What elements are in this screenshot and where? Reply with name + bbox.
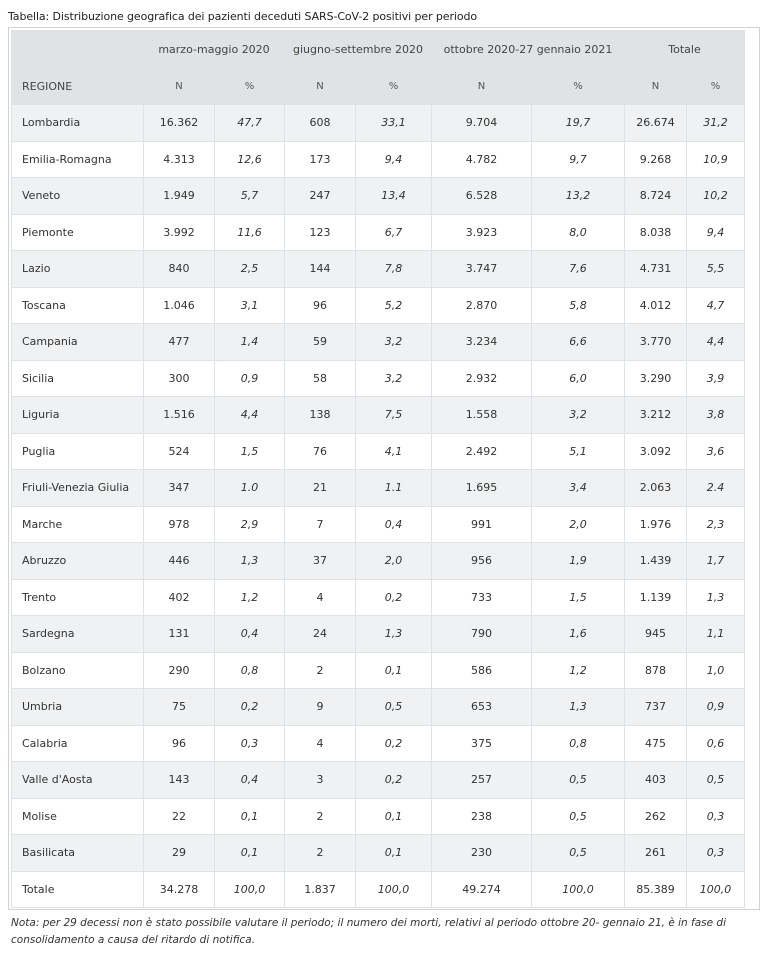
region-name: Liguria — [12, 397, 144, 434]
region-name: Friuli-Venezia Giulia — [12, 470, 144, 507]
n-header: N — [144, 68, 215, 105]
percent-cell: 3,8 — [687, 397, 745, 434]
percent-cell: 6,0 — [532, 360, 625, 397]
period-header-3: ottobre 2020-27 gennaio 2021 — [432, 31, 625, 68]
table-row — [12, 579, 745, 616]
table-row — [12, 835, 745, 872]
percent-cell: 0,1 — [356, 652, 432, 689]
percent-cell: 5,8 — [532, 287, 625, 324]
percent-cell: 1,0 — [687, 652, 745, 689]
count-cell: 1.046 — [144, 287, 215, 324]
count-cell: 34.278 — [144, 871, 215, 908]
region-name: Valle d'Aosta — [12, 762, 144, 799]
percent-cell: 0,2 — [356, 762, 432, 799]
count-cell: 143 — [144, 762, 215, 799]
percent-cell: 0,5 — [356, 689, 432, 726]
pct-header: % — [215, 68, 285, 105]
table-row — [12, 689, 745, 726]
count-cell: 24 — [285, 616, 356, 653]
percent-cell: 4,4 — [215, 397, 285, 434]
count-cell: 16.362 — [144, 105, 215, 142]
count-cell: 3.212 — [625, 397, 687, 434]
count-cell: 9.704 — [432, 105, 532, 142]
n-header: N — [625, 68, 687, 105]
count-cell: 75 — [144, 689, 215, 726]
percent-cell: 0,5 — [532, 798, 625, 835]
count-cell: 956 — [432, 543, 532, 580]
percent-cell: 0,1 — [356, 835, 432, 872]
count-cell: 3 — [285, 762, 356, 799]
percent-cell: 1,2 — [532, 652, 625, 689]
count-cell: 347 — [144, 470, 215, 507]
count-cell: 1.516 — [144, 397, 215, 434]
count-cell: 300 — [144, 360, 215, 397]
count-cell: 1.139 — [625, 579, 687, 616]
count-cell: 2.932 — [432, 360, 532, 397]
count-cell: 790 — [432, 616, 532, 653]
count-cell: 4.313 — [144, 141, 215, 178]
percent-cell: 1,3 — [356, 616, 432, 653]
region-name: Umbria — [12, 689, 144, 726]
percent-cell: 0,1 — [356, 798, 432, 835]
count-cell: 6.528 — [432, 178, 532, 215]
count-cell: 2 — [285, 835, 356, 872]
table-row — [12, 871, 745, 908]
percent-cell: 0,6 — [687, 725, 745, 762]
period-header-total: Totale — [625, 31, 745, 68]
percent-cell: 100,0 — [532, 871, 625, 908]
table-body — [12, 105, 745, 908]
n-header: N — [432, 68, 532, 105]
region-name: Calabria — [12, 725, 144, 762]
table-row — [12, 141, 745, 178]
count-cell: 2 — [285, 798, 356, 835]
percent-cell: 5,2 — [356, 287, 432, 324]
count-cell: 3.234 — [432, 324, 532, 361]
percent-cell: 100,0 — [215, 871, 285, 908]
percent-cell: 2,3 — [687, 506, 745, 543]
percent-cell: 1,4 — [215, 324, 285, 361]
count-cell: 261 — [625, 835, 687, 872]
percent-cell: 1,2 — [215, 579, 285, 616]
percent-cell: 2.4 — [687, 470, 745, 507]
percent-cell: 0,3 — [687, 798, 745, 835]
count-cell: 173 — [285, 141, 356, 178]
count-cell: 26.674 — [625, 105, 687, 142]
percent-cell: 0,4 — [356, 506, 432, 543]
percent-cell: 7,6 — [532, 251, 625, 288]
region-name: Bolzano — [12, 652, 144, 689]
percent-cell: 0,4 — [215, 616, 285, 653]
percent-cell: 2,9 — [215, 506, 285, 543]
count-cell: 8.724 — [625, 178, 687, 215]
percent-cell: 19,7 — [532, 105, 625, 142]
percent-cell: 8,0 — [532, 214, 625, 251]
percent-cell: 100,0 — [687, 871, 745, 908]
period-header-1: marzo-maggio 2020 — [144, 31, 285, 68]
count-cell: 9 — [285, 689, 356, 726]
percent-cell: 1,3 — [532, 689, 625, 726]
deaths-by-region-table — [11, 30, 745, 908]
count-cell: 257 — [432, 762, 532, 799]
percent-cell: 3,4 — [532, 470, 625, 507]
table-row — [12, 652, 745, 689]
n-header: N — [285, 68, 356, 105]
percent-cell: 7,5 — [356, 397, 432, 434]
count-cell: 4.012 — [625, 287, 687, 324]
count-cell: 586 — [432, 652, 532, 689]
table-row — [12, 433, 745, 470]
count-cell: 131 — [144, 616, 215, 653]
region-column-header: REGIONE — [12, 68, 144, 105]
count-cell: 96 — [285, 287, 356, 324]
count-cell: 375 — [432, 725, 532, 762]
count-cell: 2.870 — [432, 287, 532, 324]
percent-cell: 0,5 — [687, 762, 745, 799]
percent-cell: 7,8 — [356, 251, 432, 288]
corner-cell — [12, 31, 144, 68]
count-cell: 2.492 — [432, 433, 532, 470]
percent-cell: 0,8 — [215, 652, 285, 689]
count-cell: 840 — [144, 251, 215, 288]
count-cell: 4.782 — [432, 141, 532, 178]
table-caption: Tabella: Distribuzione geografica dei pazienti deceduti SARS-CoV-2 positivi per periodo — [8, 10, 477, 23]
count-cell: 7 — [285, 506, 356, 543]
count-cell: 144 — [285, 251, 356, 288]
count-cell: 29 — [144, 835, 215, 872]
percent-cell: 1,5 — [215, 433, 285, 470]
table-row — [12, 798, 745, 835]
count-cell: 37 — [285, 543, 356, 580]
percent-cell: 0,8 — [532, 725, 625, 762]
percent-cell: 1.1 — [356, 470, 432, 507]
region-name: Campania — [12, 324, 144, 361]
count-cell: 8.038 — [625, 214, 687, 251]
percent-cell: 1,6 — [532, 616, 625, 653]
count-cell: 59 — [285, 324, 356, 361]
region-name: Puglia — [12, 433, 144, 470]
percent-cell: 2,5 — [215, 251, 285, 288]
count-cell: 138 — [285, 397, 356, 434]
count-cell: 3.992 — [144, 214, 215, 251]
count-cell: 524 — [144, 433, 215, 470]
count-cell: 1.695 — [432, 470, 532, 507]
region-name: Emilia-Romagna — [12, 141, 144, 178]
percent-cell: 1.0 — [215, 470, 285, 507]
count-cell: 3.770 — [625, 324, 687, 361]
percent-cell: 0,5 — [532, 762, 625, 799]
percent-cell: 10,9 — [687, 141, 745, 178]
percent-cell: 9,4 — [687, 214, 745, 251]
table-row — [12, 397, 745, 434]
count-cell: 991 — [432, 506, 532, 543]
percent-cell: 100,0 — [356, 871, 432, 908]
count-cell: 247 — [285, 178, 356, 215]
region-name: Lazio — [12, 251, 144, 288]
table-row — [12, 725, 745, 762]
count-cell: 653 — [432, 689, 532, 726]
percent-cell: 31,2 — [687, 105, 745, 142]
percent-cell: 9,4 — [356, 141, 432, 178]
count-cell: 475 — [625, 725, 687, 762]
percent-cell: 4,7 — [687, 287, 745, 324]
count-cell: 22 — [144, 798, 215, 835]
percent-cell: 3,2 — [356, 360, 432, 397]
region-name: Basilicata — [12, 835, 144, 872]
count-cell: 58 — [285, 360, 356, 397]
percent-cell: 1,3 — [687, 579, 745, 616]
percent-cell: 0,9 — [687, 689, 745, 726]
percent-cell: 10,2 — [687, 178, 745, 215]
count-cell: 9.268 — [625, 141, 687, 178]
count-cell: 1.949 — [144, 178, 215, 215]
percent-cell: 0,5 — [532, 835, 625, 872]
count-cell: 945 — [625, 616, 687, 653]
table-row — [12, 506, 745, 543]
count-cell: 1.976 — [625, 506, 687, 543]
percent-cell: 0,9 — [215, 360, 285, 397]
percent-cell: 47,7 — [215, 105, 285, 142]
percent-cell: 3,1 — [215, 287, 285, 324]
percent-cell: 33,1 — [356, 105, 432, 142]
table-row — [12, 616, 745, 653]
count-cell: 4.731 — [625, 251, 687, 288]
region-name: Sardegna — [12, 616, 144, 653]
table-row — [12, 470, 745, 507]
percent-cell: 5,1 — [532, 433, 625, 470]
region-name: Totale — [12, 871, 144, 908]
percent-cell: 0,1 — [215, 798, 285, 835]
pct-header: % — [687, 68, 745, 105]
percent-cell: 3,2 — [532, 397, 625, 434]
percent-cell: 0,1 — [215, 835, 285, 872]
count-cell: 403 — [625, 762, 687, 799]
count-cell: 21 — [285, 470, 356, 507]
percent-cell: 5,5 — [687, 251, 745, 288]
percent-cell: 0,2 — [356, 725, 432, 762]
percent-cell: 0,2 — [356, 579, 432, 616]
table-note: Nota: per 29 decessi non è stato possibile valutare il periodo; il numero dei morti, relativi al periodo ottobre 20- gennaio 21, è in fase di consolidamento a causa del ritardo di notifica. — [11, 917, 727, 946]
percent-cell: 1,5 — [532, 579, 625, 616]
percent-cell: 13,4 — [356, 178, 432, 215]
count-cell: 477 — [144, 324, 215, 361]
percent-cell: 1,3 — [215, 543, 285, 580]
count-cell: 3.747 — [432, 251, 532, 288]
count-cell: 96 — [144, 725, 215, 762]
percent-cell: 13,2 — [532, 178, 625, 215]
percent-cell: 0,2 — [215, 689, 285, 726]
percent-cell: 3,6 — [687, 433, 745, 470]
count-cell: 76 — [285, 433, 356, 470]
table-row — [12, 324, 745, 361]
count-cell: 2 — [285, 652, 356, 689]
percent-cell: 5,7 — [215, 178, 285, 215]
percent-cell: 0,3 — [215, 725, 285, 762]
count-cell: 1.837 — [285, 871, 356, 908]
percent-cell: 4,4 — [687, 324, 745, 361]
count-cell: 123 — [285, 214, 356, 251]
region-name: Marche — [12, 506, 144, 543]
count-cell: 3.290 — [625, 360, 687, 397]
period-header-2: giugno-settembre 2020 — [285, 31, 432, 68]
count-cell: 3.092 — [625, 433, 687, 470]
table-row — [12, 543, 745, 580]
percent-cell: 2,0 — [356, 543, 432, 580]
table-row — [12, 762, 745, 799]
percent-cell: 0,3 — [687, 835, 745, 872]
region-name: Veneto — [12, 178, 144, 215]
count-cell: 608 — [285, 105, 356, 142]
table-row — [12, 105, 745, 142]
count-cell: 230 — [432, 835, 532, 872]
count-cell: 1.558 — [432, 397, 532, 434]
table-row — [12, 251, 745, 288]
table-row — [12, 360, 745, 397]
percent-cell: 3,9 — [687, 360, 745, 397]
percent-cell: 6,7 — [356, 214, 432, 251]
percent-cell: 6,6 — [532, 324, 625, 361]
region-name: Abruzzo — [12, 543, 144, 580]
count-cell: 49.274 — [432, 871, 532, 908]
count-cell: 2.063 — [625, 470, 687, 507]
count-cell: 85.389 — [625, 871, 687, 908]
percent-cell: 11,6 — [215, 214, 285, 251]
table-row — [12, 287, 745, 324]
percent-cell: 1,1 — [687, 616, 745, 653]
percent-cell: 2,0 — [532, 506, 625, 543]
region-name: Trento — [12, 579, 144, 616]
count-cell: 4 — [285, 725, 356, 762]
region-name: Lombardia — [12, 105, 144, 142]
count-cell: 1.439 — [625, 543, 687, 580]
percent-cell: 12,6 — [215, 141, 285, 178]
percent-cell: 1,9 — [532, 543, 625, 580]
count-cell: 290 — [144, 652, 215, 689]
table-row — [12, 214, 745, 251]
count-cell: 402 — [144, 579, 215, 616]
count-cell: 4 — [285, 579, 356, 616]
count-cell: 262 — [625, 798, 687, 835]
count-cell: 446 — [144, 543, 215, 580]
count-cell: 737 — [625, 689, 687, 726]
count-cell: 978 — [144, 506, 215, 543]
table-row — [12, 178, 745, 215]
region-name: Sicilia — [12, 360, 144, 397]
percent-cell: 4,1 — [356, 433, 432, 470]
pct-header: % — [356, 68, 432, 105]
count-cell: 238 — [432, 798, 532, 835]
percent-cell: 9,7 — [532, 141, 625, 178]
count-cell: 878 — [625, 652, 687, 689]
pct-header: % — [532, 68, 625, 105]
percent-cell: 1,7 — [687, 543, 745, 580]
count-cell: 3.923 — [432, 214, 532, 251]
percent-cell: 0,4 — [215, 762, 285, 799]
region-name: Toscana — [12, 287, 144, 324]
count-cell: 733 — [432, 579, 532, 616]
region-name: Molise — [12, 798, 144, 835]
region-name: Piemonte — [12, 214, 144, 251]
percent-cell: 3,2 — [356, 324, 432, 361]
